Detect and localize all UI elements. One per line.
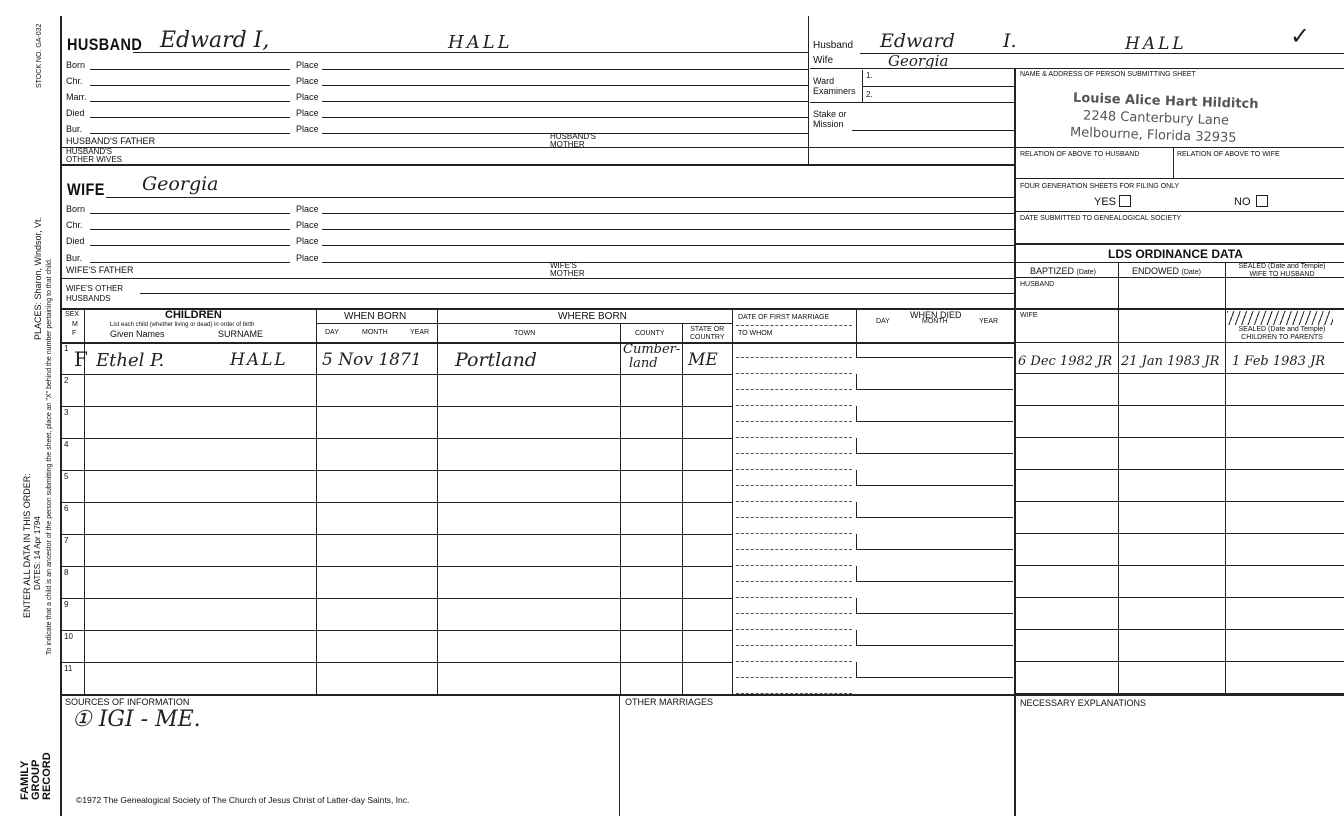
lds-row-divider (1016, 405, 1344, 406)
first-marriage-header: DATE OF FIRST MARRIAGE (738, 314, 830, 321)
wife-father-label: WIFE'S FATHER (66, 265, 134, 275)
to-whom-line (736, 661, 852, 662)
left-border (60, 16, 62, 816)
relation-husband-label: RELATION OF ABOVE TO HUSBAND (1020, 151, 1140, 158)
examiners-label: Examiners (813, 86, 856, 96)
row-divider (62, 406, 732, 407)
wife-heading: WIFE (67, 180, 105, 199)
husband-bur-label: Bur. (66, 124, 83, 134)
wife-other-husbands-label: WIFE'S OTHER HUSBANDS (66, 284, 124, 303)
sealed-wife-label: SEALED (Date and Temple) WIFE TO HUSBAND (1238, 263, 1326, 278)
marriage-line (736, 613, 852, 614)
child-row-number: 1 (64, 344, 69, 353)
died-box (856, 438, 1013, 454)
submitter-city: Melbourne, Florida 32935 (1069, 125, 1237, 146)
died-box (856, 598, 1013, 614)
wife-died-label: Died (66, 236, 85, 246)
to-whom-line (736, 629, 852, 630)
marriage-line (736, 517, 852, 518)
child-row-number: 4 (64, 440, 69, 449)
marriage-line (736, 389, 852, 390)
town-header: TOWN (514, 330, 536, 337)
child-1-surname: HALL (230, 350, 288, 370)
explanations-label: NECESSARY EXPLANATIONS (1020, 698, 1147, 708)
child-row-number: 2 (64, 376, 69, 385)
husband-marr-label: Marr. (66, 92, 87, 102)
sex-m: M (72, 321, 78, 328)
submitter-label: NAME & ADDRESS OF PERSON SUBMITTING SHEET (1020, 71, 1196, 78)
endowed-label: ENDOWED (Date) (1132, 266, 1201, 276)
child-1-state: ME (688, 350, 718, 370)
row-divider (62, 374, 732, 375)
child-row-number: 9 (64, 600, 69, 609)
child-1-town: Portland (455, 349, 537, 371)
yes-label: YES (1094, 196, 1117, 208)
died-box (856, 470, 1013, 486)
to-whom-header: TO WHOM (738, 330, 773, 337)
marriage-line (736, 421, 852, 422)
sealed-children-label: SEALED (Date and Temple) CHILDREN TO PARENTS (1238, 326, 1326, 341)
to-whom-line (736, 597, 852, 598)
husband-born-label: Born (66, 60, 86, 70)
order-note: ENTER ALL DATA IN THIS ORDER: (22, 473, 32, 618)
summary-wife-name: Georgia (888, 52, 949, 70)
sources-label: SOURCES OF INFORMATION (65, 697, 190, 707)
lds-row-divider (1016, 661, 1344, 662)
surname-header: SURNAME (218, 329, 264, 339)
child-row-number: 8 (64, 568, 69, 577)
sex-f: F (72, 330, 77, 337)
summary-wife-label: Wife (813, 55, 833, 66)
child-row-number: 11 (64, 664, 73, 673)
husband-marr-place: Place (296, 92, 319, 102)
examiner-1: 1. (866, 71, 873, 80)
lds-row-divider (1016, 373, 1344, 374)
lds-row-divider (1016, 565, 1344, 566)
where-born-header: WHERE BORN (558, 311, 627, 322)
marriage-line (736, 485, 852, 486)
marriage-line (736, 453, 852, 454)
children-list-note: List each child (whether living or dead) in order of birth (110, 322, 255, 328)
state-header: STATE OR COUNTRY (690, 326, 725, 341)
copyright: ©1972 The Genealogical Society of The Church of Jesus Christ of Latter-day Saints, Inc. (76, 795, 410, 805)
died-box (856, 502, 1013, 518)
marriage-line (736, 645, 852, 646)
summary-husband-surname: HALL (1125, 34, 1187, 54)
child-1-county: Cumber- land (623, 342, 681, 371)
no-label: NO (1234, 196, 1251, 208)
wife-chr-label: Chr. (66, 220, 83, 230)
wife-given-name: Georgia (142, 173, 219, 195)
child-1-born: 5 Nov 1871 (322, 350, 422, 370)
county-header: COUNTY (635, 330, 665, 337)
child-row-number: 7 (64, 536, 69, 545)
to-whom-line (736, 405, 852, 406)
row-divider (62, 502, 732, 503)
form-title: FAMILY GROUP RECORD (19, 752, 53, 800)
born-month-header: MONTH (362, 329, 388, 336)
source-entry: ① IGI - ME. (72, 707, 201, 732)
row-divider (62, 598, 732, 599)
husband-died-label: Died (66, 108, 85, 118)
no-checkbox[interactable] (1256, 195, 1268, 207)
lds-row-divider (1016, 629, 1344, 630)
husband-surname: HALL (448, 32, 513, 53)
baptized-label: BAPTIZED (Date) (1030, 266, 1096, 276)
child-1-sex: F (74, 347, 88, 371)
died-box (856, 566, 1013, 582)
lds-row-divider (1016, 501, 1344, 502)
examiner-2: 2. (866, 90, 873, 99)
lds-row-divider (1016, 469, 1344, 470)
marriage-line (736, 581, 852, 582)
marriage-line (736, 357, 852, 358)
summary-husband-initial: I. (1003, 30, 1017, 52)
husband-heading: HUSBAND (67, 35, 143, 54)
wife-name-line (106, 197, 1014, 198)
to-whom-line (736, 565, 852, 566)
to-whom-line (736, 437, 852, 438)
wife-born-place: Place (296, 204, 319, 214)
stock-number: STOCK NO. GA-032 (36, 23, 43, 88)
dates-note: DATES: 14 Apr 1794 (33, 516, 42, 590)
died-box (856, 662, 1013, 678)
died-year-header: YEAR (979, 318, 999, 325)
lds-row-divider (1016, 533, 1344, 534)
row-divider (62, 438, 732, 439)
ancestor-instruction: To indicate that a child is an ancestor of the person submitting the sheet, place an "X" behind the number pertaining to that child. (46, 258, 53, 655)
ward-label: Ward (813, 76, 835, 86)
husband-chr-place: Place (296, 76, 319, 86)
wife-died-place: Place (296, 236, 319, 246)
row-divider (62, 534, 732, 535)
hatched-area (1227, 311, 1333, 325)
to-whom-line (736, 373, 852, 374)
wife-mother-label: WIFE'S MOTHER (550, 261, 585, 278)
wife-bur-place: Place (296, 253, 319, 263)
born-day-header: DAY (325, 329, 339, 336)
child-1-baptized: 6 Dec 1982 JR (1018, 354, 1113, 369)
sex-header: SEX (65, 311, 80, 318)
born-year-header: YEAR (410, 329, 430, 336)
husband-mother-label: HUSBAND'S MOTHER (550, 132, 596, 149)
husband-given-name: Edward I, (160, 28, 270, 53)
lds-row-divider (1016, 437, 1344, 438)
child-row-number: 10 (64, 632, 73, 641)
husband-other-wives-label: HUSBAND'S OTHER WIVES (66, 147, 123, 164)
four-gen-label: FOUR GENERATION SHEETS FOR FILING ONLY (1020, 183, 1180, 190)
lds-row-divider (1016, 597, 1344, 598)
other-marriages-label: OTHER MARRIAGES (625, 697, 714, 707)
when-born-header: WHEN BORN (344, 311, 407, 322)
to-whom-line (736, 501, 852, 502)
lds-title: LDS ORDINANCE DATA (1108, 247, 1243, 261)
child-row-number: 6 (64, 504, 69, 513)
stake-label: Stake or (813, 109, 847, 119)
husband-bur-place: Place (296, 124, 319, 134)
child-1-endowed: 21 Jan 1983 JR (1121, 354, 1220, 369)
submitter-name: Louise Alice Hart Hilditch (1072, 90, 1259, 113)
to-whom-line (736, 469, 852, 470)
died-box (856, 630, 1013, 646)
died-day-header: DAY (876, 318, 890, 325)
date-submitted-label: DATE SUBMITTED TO GENEALOGICAL SOCIETY (1020, 215, 1182, 222)
given-names-header: Given Names (110, 329, 165, 339)
mission-label: Mission (813, 119, 844, 129)
died-box (856, 534, 1013, 550)
child-1-given: Ethel P. (96, 350, 165, 371)
died-box (856, 342, 1013, 358)
to-whom-line (736, 533, 852, 534)
child-row-number: 5 (64, 472, 69, 481)
relation-wife-label: RELATION OF ABOVE TO WIFE (1177, 151, 1280, 158)
marriage-line (736, 677, 852, 678)
row-divider (62, 470, 732, 471)
row-divider (62, 662, 732, 663)
submitter-street: 2248 Canterbury Lane (1082, 108, 1230, 129)
when-died-header: WHEN DIED (910, 310, 962, 320)
summary-husband-given: Edward (880, 30, 955, 52)
lds-wife-label: WIFE (1020, 312, 1038, 319)
husband-died-place: Place (296, 108, 319, 118)
husband-father-label: HUSBAND'S FATHER (66, 136, 156, 146)
child-1-sealed: 1 Feb 1983 JR (1232, 354, 1326, 369)
row-divider (62, 630, 732, 631)
wife-born-label: Born (66, 204, 86, 214)
marriage-line (736, 549, 852, 550)
wife-bur-label: Bur. (66, 253, 83, 263)
child-row-number: 3 (64, 408, 69, 417)
places-note: PLACES: Sharon, Windsor, Vt. (33, 216, 43, 340)
husband-born-place: Place (296, 60, 319, 70)
lds-husband-label: HUSBAND (1020, 281, 1055, 288)
check-mark: ✓ (1290, 22, 1311, 50)
yes-checkbox[interactable] (1119, 195, 1131, 207)
died-box (856, 374, 1013, 390)
husband-chr-label: Chr. (66, 76, 83, 86)
wife-chr-place: Place (296, 220, 319, 230)
died-box (856, 406, 1013, 422)
children-header: CHILDREN (165, 309, 222, 321)
summary-husband-label: Husband (813, 40, 854, 51)
died-month-header: MONTH (922, 318, 948, 325)
row-divider (62, 566, 732, 567)
